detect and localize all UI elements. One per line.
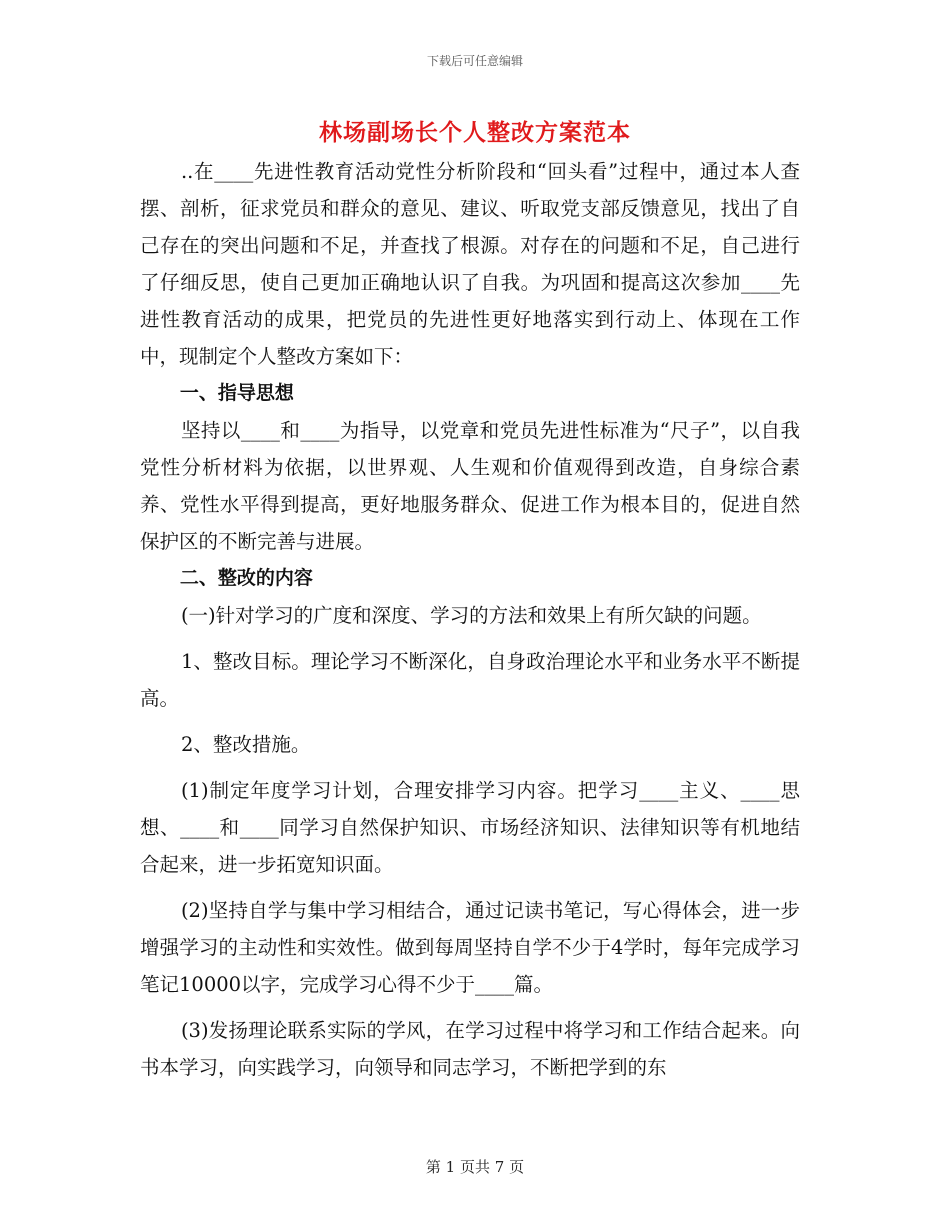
page-number: 第 1 页共 7 页: [425, 1158, 525, 1176]
measure-annual-plan: (1)制定年度学习计划，合理安排学习内容。把学习____主义、____思想、____和____同学习自然保护知识、市场经济知识、法律知识等有机地结合起来，进一步拓宽知识面。: [140, 779, 800, 876]
document-body: [140, 153, 800, 1086]
intro-paragraph: ..在____先进性教育活动党性分析阶段和“回头看”过程中，通过本人查摆、剖析，征求党员和群众的意见、建议、听取党支部反馈意见，找出了自己存在的突出问题和不足，并查找了根源。对存在的问题和不足，自己进行了仔细反思，使自己更加正确地认识了自我。为巩固和提高这次参加____先进性教育活动的成果，把党员的先进性更好地落实到行动上、体现在工作中，现制定个人整改方案如下：: [140, 160, 800, 368]
measure-theory-practice: (3)发扬理论联系实际的学风，在学习过程中将学习和工作结合起来。向书本学习，向实践学习，向领导和同志学习，不断把学到的东: [140, 1019, 800, 1079]
document-title: 林场副场长个人整改方案范本: [319, 120, 631, 146]
item-learning-problem: (一)针对学习的广度和深度、学习的方法和效果上有所欠缺的问题。: [180, 604, 762, 627]
item-rectification-goal: 1、整改目标。理论学习不断深化，自身政治理论水平和业务水平不断提高。: [140, 650, 800, 710]
measure-self-study: (2)坚持自学与集中学习相结合，通过记读书笔记，写心得体会，进一步增强学习的主动性和实效性。做到每周坚持自学不少于4学时，每年完成学习笔记10000以字，完成学习心得不少于____篇。: [140, 899, 800, 996]
item-rectification-measures: 2、整改措施。: [180, 733, 311, 756]
section-heading-guiding-ideology: 一、指导思想: [179, 382, 294, 404]
header-note: 下载后可任意编辑: [426, 54, 523, 68]
section-heading-rectification-content: 二、整改的内容: [179, 567, 313, 589]
section-guiding-ideology-text: 坚持以____和____为指导，以党章和党员先进性标准为“尺子”，以自我党性分析材料为依据，以世界观、人生观和价值观得到改造，自身综合素养、党性水平得到提高，更好地服务群众、促进工作为根本目的，促进自然保护区的不断完善与进展。: [140, 419, 800, 553]
